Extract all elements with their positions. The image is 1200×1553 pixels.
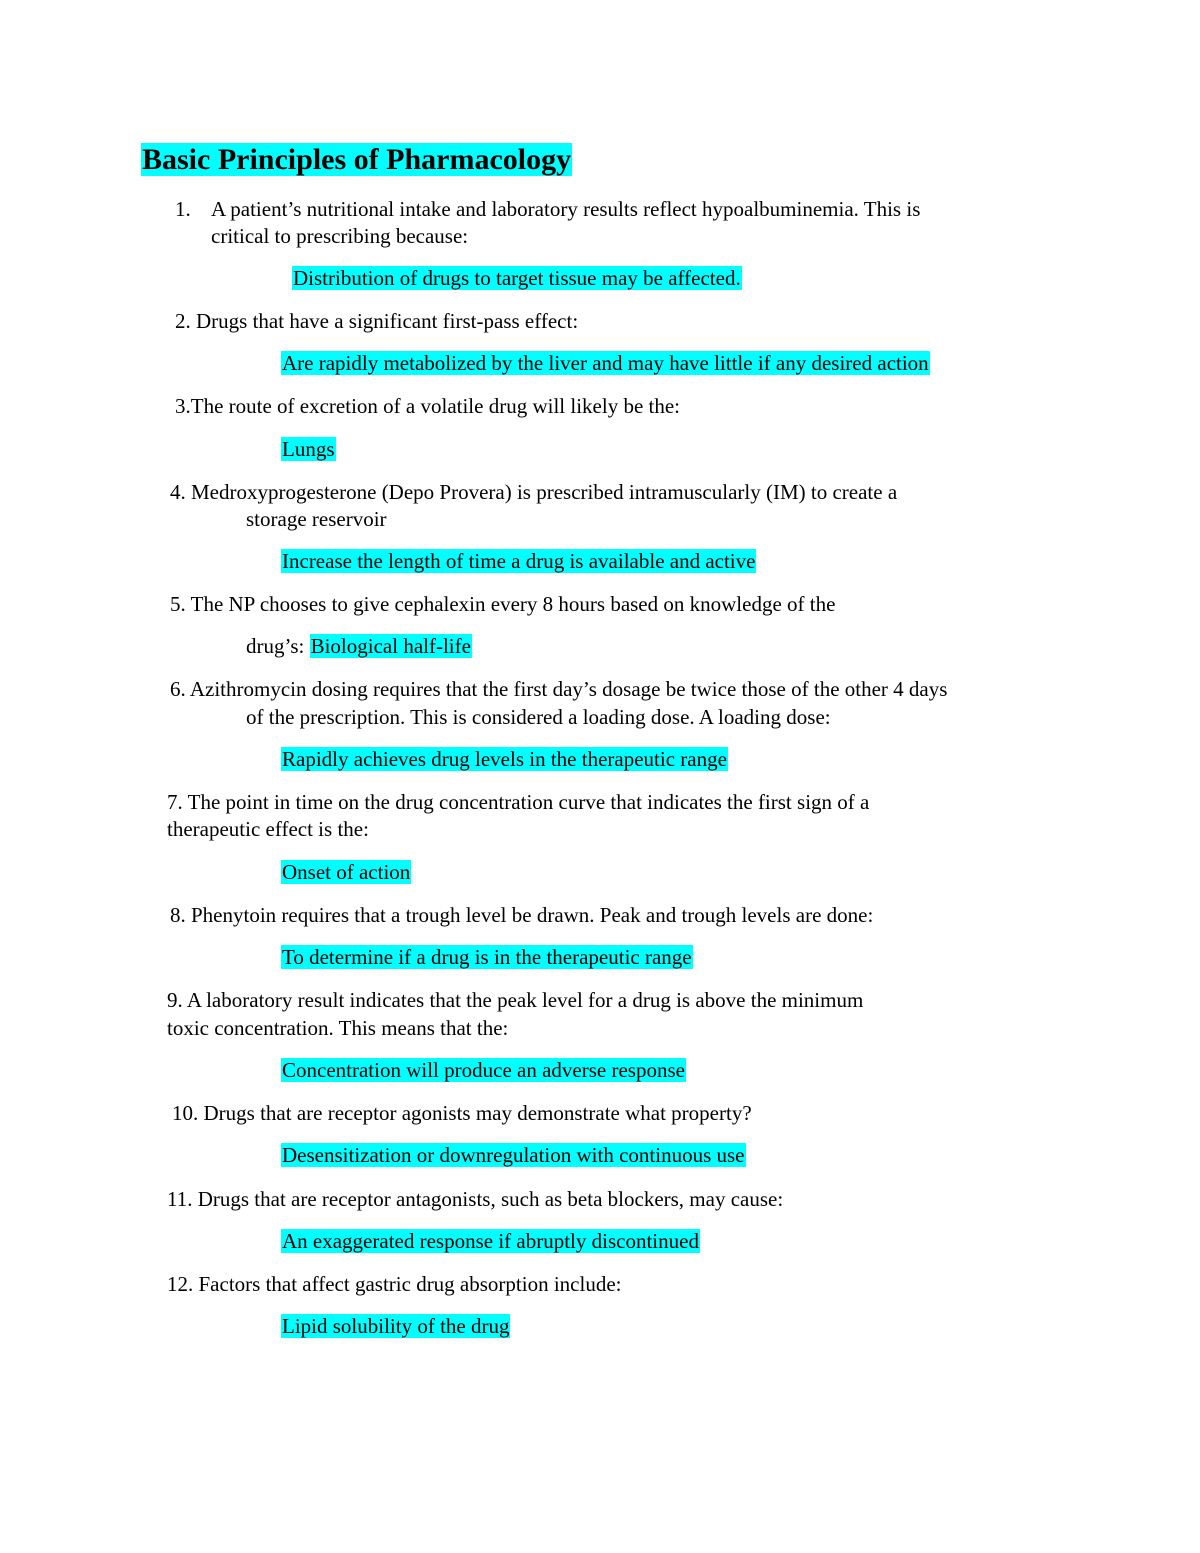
question-5-line-2	[246, 632, 472, 660]
answer-9-highlight: Concentration will produce an adverse response	[282, 1058, 685, 1082]
answer-2-highlight: Are rapidly metabolized by the liver and may have little if any desired action	[282, 351, 929, 375]
answer-1-highlight: Distribution of drugs to target tissue may be affected.	[293, 266, 741, 290]
answer-7	[281, 858, 411, 886]
answer-3-highlight: Lungs	[282, 437, 335, 461]
answer-5-highlight: Biological half-life	[310, 634, 471, 658]
answer-10-highlight: Desensitization or downregulation with continuous use	[282, 1143, 745, 1167]
page-title	[141, 140, 572, 180]
question-7-line-1: 7. The point in time on the drug concentration curve that indicates the first sign of a	[167, 790, 870, 814]
answer-7-highlight: Onset of action	[282, 860, 411, 884]
question-5-line-1: 5. The NP chooses to give cephalexin every 8 hours based on knowledge of the	[170, 592, 836, 616]
answer-9	[281, 1056, 686, 1084]
answer-2	[281, 349, 930, 377]
answer-6-highlight: Rapidly achieves drug levels in the therapeutic range	[282, 747, 727, 771]
answer-4-highlight: Increase the length of time a drug is available and active	[282, 549, 756, 573]
answer-3	[281, 435, 336, 463]
answer-8-highlight: To determine if a drug is in the therapeutic range	[282, 945, 692, 969]
question-3-line-1: 3.The route of excretion of a volatile drug will likely be the:	[175, 394, 681, 418]
question-2-line-1: 2. Drugs that have a significant first-pass effect:	[175, 309, 579, 333]
question-12-line-1: 12. Factors that affect gastric drug absorption include:	[167, 1272, 622, 1296]
question-5-prefix: drug’s:	[246, 634, 305, 658]
answer-6	[281, 745, 728, 773]
question-10-line-1: 10. Drugs that are receptor agonists may demonstrate what property?	[172, 1101, 752, 1125]
question-1-line-2: critical to prescribing because:	[211, 224, 469, 248]
question-1-line-1: A patient’s nutritional intake and laboratory results reflect hypoalbuminemia. This is	[211, 197, 921, 221]
question-4-line-2: storage reservoir	[246, 507, 387, 531]
answer-10	[281, 1141, 746, 1169]
question-1-number: 1.	[175, 197, 191, 221]
question-11-line-1: 11. Drugs that are receptor antagonists, such as beta blockers, may cause:	[167, 1187, 784, 1211]
question-7-line-2: therapeutic effect is the:	[167, 817, 369, 841]
answer-11-highlight: An exaggerated response if abruptly discontinued	[282, 1229, 699, 1253]
question-4-line-1: 4. Medroxyprogesterone (Depo Provera) is prescribed intramuscularly (IM) to create a	[170, 480, 898, 504]
answer-11	[281, 1227, 700, 1255]
answer-12-highlight: Lipid solubility of the drug	[282, 1314, 510, 1338]
answer-12	[281, 1312, 510, 1340]
title-highlight: Basic Principles of Pharmacology	[142, 143, 572, 176]
question-8-line-1: 8. Phenytoin requires that a trough level be drawn. Peak and trough levels are done:	[170, 903, 874, 927]
answer-8	[281, 943, 693, 971]
question-9-line-1: 9. A laboratory result indicates that the peak level for a drug is above the minimum	[167, 988, 864, 1012]
answer-4	[281, 547, 756, 575]
answer-1	[292, 264, 742, 292]
question-6-line-2: of the prescription. This is considered a loading dose. A loading dose:	[246, 705, 831, 729]
question-9-line-2: toxic concentration. This means that the:	[167, 1016, 509, 1040]
question-6-line-1: 6. Azithromycin dosing requires that the first day’s dosage be twice those of the other 4 days	[170, 677, 948, 701]
